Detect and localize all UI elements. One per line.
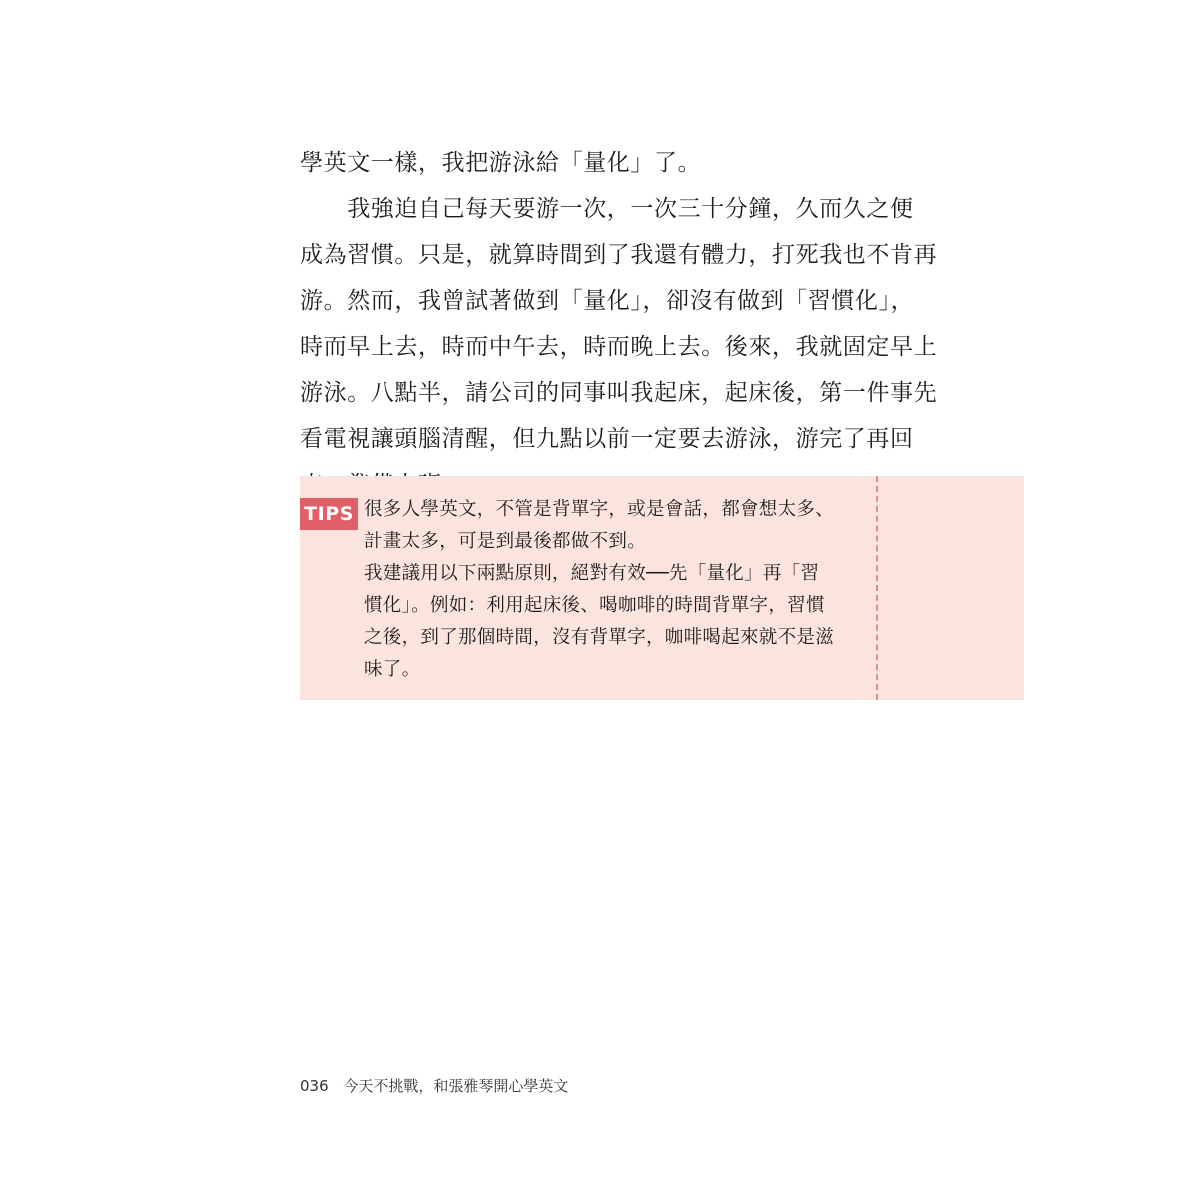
body-line: 游。然而，我曾試著做到「量化」，卻沒有做到「習慣化」，: [300, 288, 915, 314]
body-line: 學英文一樣，我把游泳給「量化」了。: [300, 150, 702, 176]
body-line: 時而早上去，時而中午去，時而晚上去。後來，我就固定早上: [300, 334, 938, 360]
book-title: 今天不挑戰，和張雅琴開心學英文: [343, 1077, 569, 1095]
tips-line: 味了。: [364, 659, 421, 680]
tips-line: 計畫太多，可是到最後都做不到。: [364, 531, 647, 552]
body-line: 成為習慣。只是，就算時間到了我還有體力，打死我也不肯再: [300, 242, 938, 268]
body-paragraph: [300, 140, 938, 508]
body-line: 看電視讓頭腦清醒，但九點以前一定要去游泳，游完了再回: [300, 426, 914, 452]
page-footer: [300, 1074, 568, 1098]
tips-line: 我建議用以下兩點原則，絕對有效──先「量化」再「習: [364, 563, 820, 584]
body-line: 我強迫自己每天要游一次，一次三十分鐘，久而久之便: [300, 196, 914, 222]
body-line: 游泳。八點半，請公司的同事叫我起床，起床後，第一件事先: [300, 380, 938, 406]
tips-text: [364, 494, 864, 686]
tips-box: [300, 476, 1024, 700]
tips-badge: TIPS: [300, 498, 358, 530]
tips-line: 之後，到了那個時間，沒有背單字，咖啡喝起來就不是滋: [364, 627, 835, 648]
page-number: 036: [300, 1077, 329, 1095]
dashed-divider: [876, 476, 878, 700]
tips-line: 慣化」。例如：利用起床後、喝咖啡的時間背單字，習慣: [364, 595, 825, 616]
tips-line: 很多人學英文，不管是背單字，或是會話，都會想太多、: [364, 499, 835, 520]
